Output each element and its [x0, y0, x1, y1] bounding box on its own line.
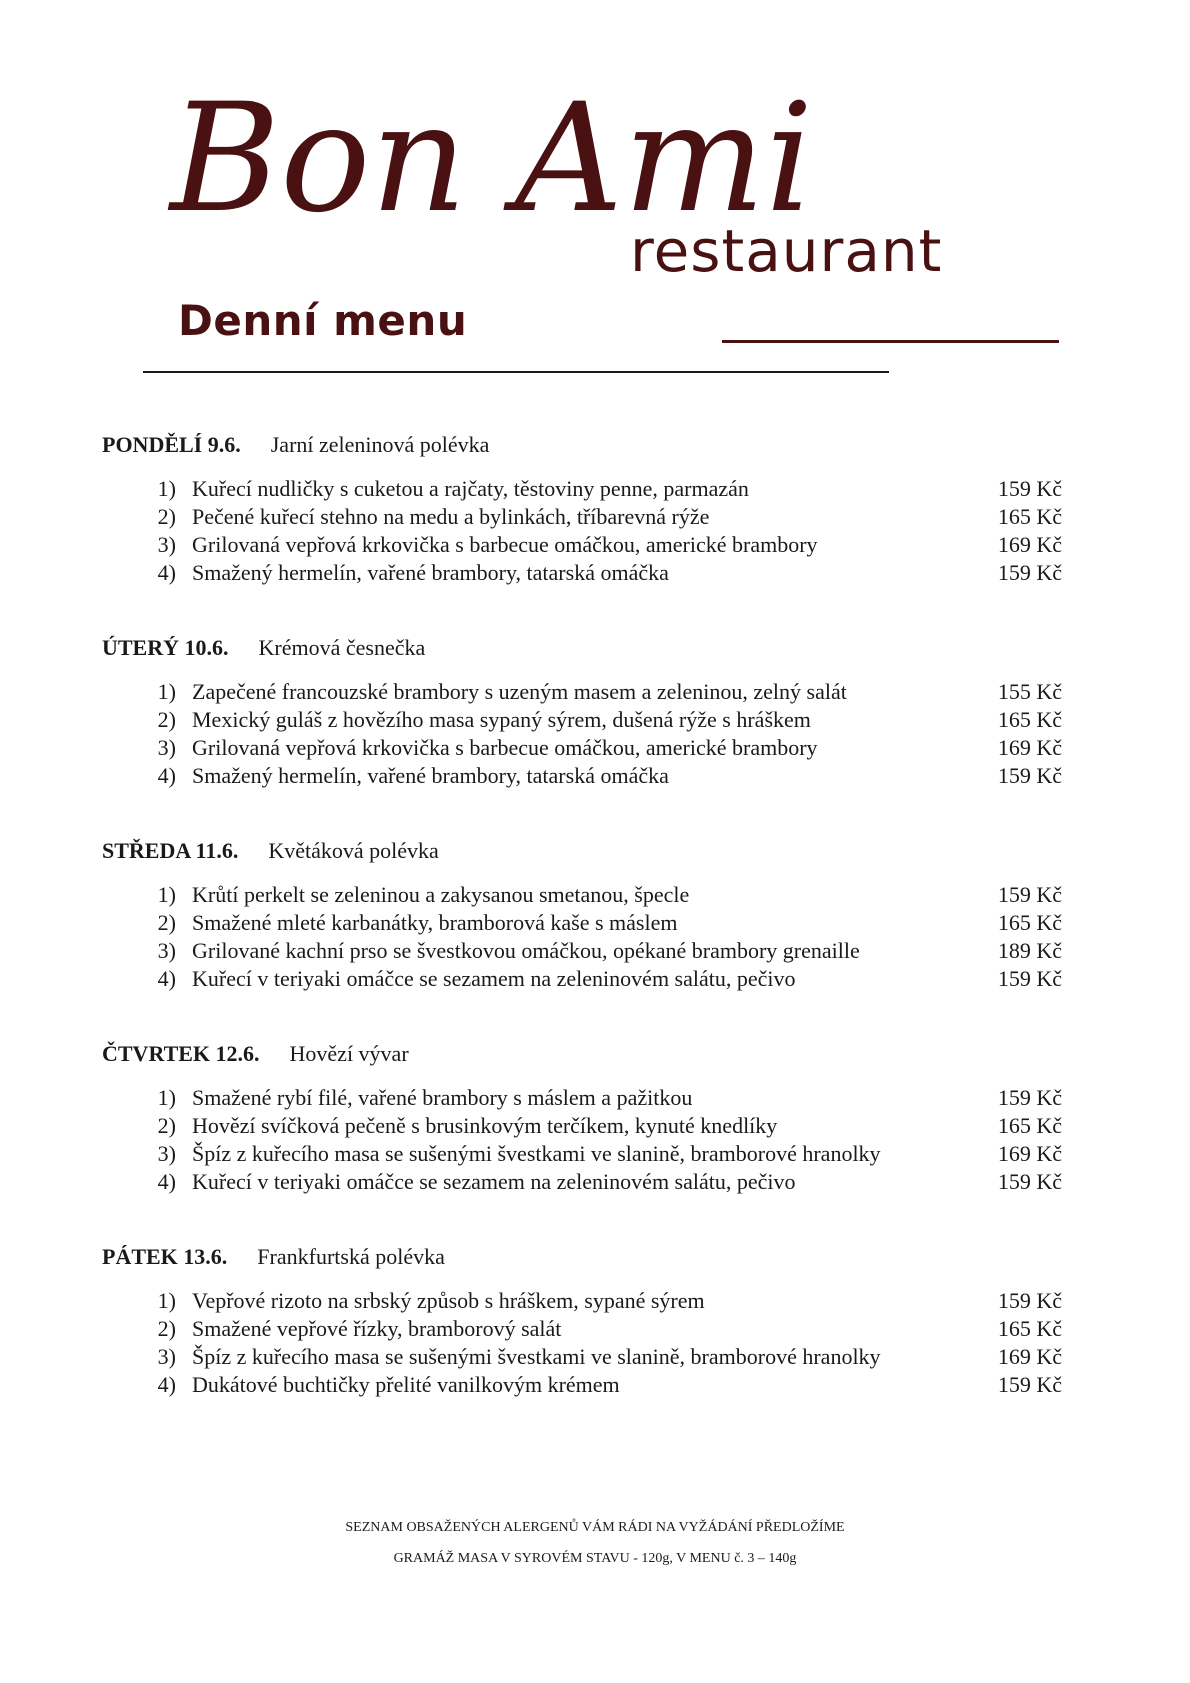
dish-number: 3)	[157, 1344, 176, 1369]
dish-item	[102, 679, 1062, 707]
dish-name: Špíz z kuřecího masa se sušenými švestkami ve slanině, bramborové hranolky	[192, 1344, 881, 1369]
day-section	[102, 1041, 1062, 1244]
dish-item	[102, 966, 1062, 994]
dish-item	[102, 938, 1062, 966]
dish-name: Dukátové buchtičky přelité vanilkovým krémem	[192, 1372, 620, 1397]
dish-number-cell	[102, 966, 176, 992]
dish-name: Smažené mleté karbanátky, bramborová kaše s máslem	[192, 910, 678, 935]
dish-price: 165 Kč	[997, 707, 1062, 732]
day-name: ÚTERÝ 10.6.	[102, 635, 229, 660]
dish-number-cell	[102, 763, 176, 789]
dish-number: 2)	[157, 504, 176, 529]
dish-item	[102, 763, 1062, 791]
dish-name: Hovězí svíčková pečeně s brusinkovým terčíkem, kynuté knedlíky	[192, 1113, 778, 1138]
dish-number: 2)	[157, 1113, 176, 1138]
dish-name: Špíz z kuřecího masa se sušenými švestkami ve slanině, bramborové hranolky	[192, 1141, 881, 1166]
dish-price: 189 Kč	[997, 938, 1062, 963]
dish-name: Grilovaná vepřová krkovička s barbecue omáčkou, americké brambory	[192, 532, 818, 557]
soup-of-day: Krémová česnečka	[258, 635, 426, 660]
restaurant-subtitle: restaurant	[630, 217, 943, 285]
header-rule-right	[722, 340, 1059, 343]
dish-number-cell	[102, 882, 176, 908]
dish-name: Grilovaná vepřová krkovička s barbecue omáčkou, americké brambory	[192, 735, 818, 760]
dish-price: 165 Kč	[997, 504, 1062, 529]
dish-number-cell	[102, 532, 176, 558]
dish-number: 4)	[157, 763, 176, 788]
dish-item	[102, 1316, 1062, 1344]
dish-item	[102, 1169, 1062, 1197]
dish-price: 165 Kč	[997, 1113, 1062, 1138]
dish-name: Vepřové rizoto na srbský způsob s hráškem, sypané sýrem	[192, 1288, 705, 1313]
daily-menu-list	[102, 432, 1062, 1447]
dish-number: 1)	[157, 476, 176, 501]
day-section	[102, 432, 1062, 635]
dish-price: 169 Kč	[997, 735, 1062, 760]
dish-number: 4)	[157, 1372, 176, 1397]
dish-item	[102, 1288, 1062, 1316]
dish-price: 155 Kč	[997, 679, 1062, 704]
dish-number: 4)	[157, 966, 176, 991]
meat-weight-note: GRAMÁŽ MASA V SYROVÉM STAVU - 120g, V MENU č. 3 – 140g	[393, 1551, 797, 1566]
dish-number-cell	[102, 707, 176, 733]
dish-name: Kuřecí nudličky s cuketou a rajčaty, těstoviny penne, parmazán	[192, 476, 749, 501]
dish-number-cell	[102, 1141, 176, 1167]
dish-price: 169 Kč	[997, 1344, 1062, 1369]
day-name: ČTVRTEK 12.6.	[102, 1041, 260, 1066]
day-name: PONDĚLÍ 9.6.	[102, 432, 241, 457]
dish-number: 3)	[157, 532, 176, 557]
dish-number-cell	[102, 1085, 176, 1111]
dish-price: 159 Kč	[997, 763, 1062, 788]
dish-price: 165 Kč	[997, 1316, 1062, 1341]
day-name: PÁTEK 13.6.	[102, 1244, 228, 1269]
dish-item	[102, 504, 1062, 532]
allergen-note: SEZNAM OBSAŽENÝCH ALERGENŮ VÁM RÁDI NA VYŽÁDÁNÍ PŘEDLOŽÍME	[345, 1520, 845, 1535]
day-header	[102, 1041, 1062, 1077]
dish-number-cell	[102, 1169, 176, 1195]
day-header	[102, 635, 1062, 671]
dish-number: 1)	[157, 882, 176, 907]
dish-price: 159 Kč	[997, 882, 1062, 907]
day-section	[102, 635, 1062, 838]
day-header	[102, 1244, 1062, 1280]
dish-price: 159 Kč	[997, 1288, 1062, 1313]
dish-number: 2)	[157, 707, 176, 732]
dish-name: Pečené kuřecí stehno na medu a bylinkách, tříbarevná rýže	[192, 504, 710, 529]
day-header	[102, 838, 1062, 874]
dish-name: Krůtí perkelt se zeleninou a zakysanou smetanou, špecle	[192, 882, 690, 907]
header-rule-left	[143, 371, 889, 373]
day-header	[102, 432, 1062, 468]
dish-number: 1)	[157, 1288, 176, 1313]
dish-number-cell	[102, 1288, 176, 1314]
dish-number-cell	[102, 679, 176, 705]
soup-of-day: Jarní zeleninová polévka	[270, 432, 490, 457]
dish-number-cell	[102, 476, 176, 502]
dish-price: 159 Kč	[997, 966, 1062, 991]
dish-number-cell	[102, 560, 176, 586]
dish-number: 3)	[157, 938, 176, 963]
dish-price: 159 Kč	[997, 560, 1062, 585]
dish-price: 159 Kč	[997, 476, 1062, 501]
dish-item	[102, 882, 1062, 910]
dish-list	[102, 679, 1062, 791]
dish-item	[102, 735, 1062, 763]
dish-price: 159 Kč	[997, 1085, 1062, 1110]
dish-number: 3)	[157, 1141, 176, 1166]
dish-item	[102, 1141, 1062, 1169]
day-name: STŘEDA 11.6.	[102, 838, 239, 863]
soup-of-day: Květáková polévka	[268, 838, 439, 863]
dish-number: 1)	[157, 679, 176, 704]
dish-item	[102, 1113, 1062, 1141]
dish-number-cell	[102, 504, 176, 530]
dish-number-cell	[102, 938, 176, 964]
dish-number-cell	[102, 1113, 176, 1139]
dish-item	[102, 1372, 1062, 1400]
dish-number: 3)	[157, 735, 176, 760]
dish-price: 165 Kč	[997, 910, 1062, 935]
dish-name: Mexický guláš z hovězího masa sypaný sýrem, dušená rýže s hráškem	[192, 707, 811, 732]
dish-name: Zapečené francouzské brambory s uzeným masem a zeleninou, zelný salát	[192, 679, 847, 704]
dish-item	[102, 1344, 1062, 1372]
dish-list	[102, 476, 1062, 588]
dish-list	[102, 1085, 1062, 1197]
dish-number: 4)	[157, 560, 176, 585]
dish-name: Smažený hermelín, vařené brambory, tatarská omáčka	[192, 763, 669, 788]
menu-title: Denní menu	[178, 296, 468, 345]
soup-of-day: Frankfurtská polévka	[257, 1244, 445, 1269]
dish-name: Kuřecí v teriyaki omáčce se sezamem na zeleninovém salátu, pečivo	[192, 1169, 796, 1194]
dish-number-cell	[102, 1344, 176, 1370]
dish-item	[102, 707, 1062, 735]
dish-price: 169 Kč	[997, 1141, 1062, 1166]
dish-item	[102, 910, 1062, 938]
dish-item	[102, 532, 1062, 560]
dish-name: Smažené rybí filé, vařené brambory s máslem a pažitkou	[192, 1085, 693, 1110]
dish-number: 2)	[157, 910, 176, 935]
dish-name: Grilované kachní prso se švestkovou omáčkou, opékané brambory grenaille	[192, 938, 860, 963]
dish-number: 1)	[157, 1085, 176, 1110]
day-section	[102, 838, 1062, 1041]
dish-name: Smažený hermelín, vařené brambory, tatarská omáčka	[192, 560, 669, 585]
dish-number-cell	[102, 1316, 176, 1342]
day-section	[102, 1244, 1062, 1447]
dish-name: Smažené vepřové řízky, bramborový salát	[192, 1316, 562, 1341]
dish-number-cell	[102, 735, 176, 761]
dish-price: 169 Kč	[997, 532, 1062, 557]
dish-item	[102, 476, 1062, 504]
dish-price: 159 Kč	[997, 1372, 1062, 1397]
dish-number-cell	[102, 910, 176, 936]
soup-of-day: Hovězí vývar	[289, 1041, 409, 1066]
dish-name: Kuřecí v teriyaki omáčce se sezamem na zeleninovém salátu, pečivo	[192, 966, 796, 991]
logo-script-text: Bon Ami	[170, 72, 814, 246]
dish-number: 4)	[157, 1169, 176, 1194]
dish-item	[102, 1085, 1062, 1113]
dish-price: 159 Kč	[997, 1169, 1062, 1194]
dish-list	[102, 882, 1062, 994]
dish-number-cell	[102, 1372, 176, 1398]
dish-number: 2)	[157, 1316, 176, 1341]
dish-list	[102, 1288, 1062, 1400]
dish-item	[102, 560, 1062, 588]
